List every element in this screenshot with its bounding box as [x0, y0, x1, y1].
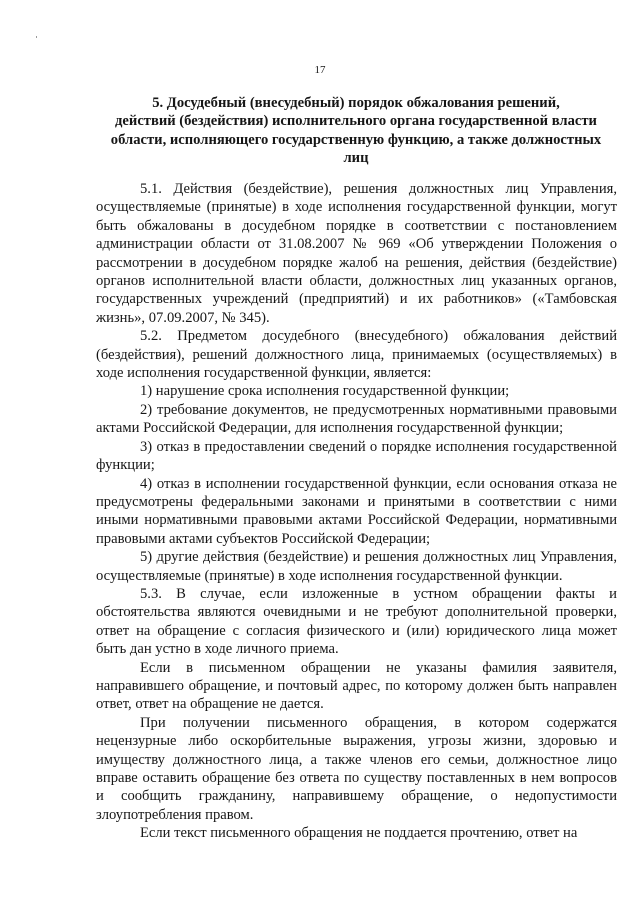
paragraph-5-2: 5.2. Предметом досудебного (внесудебного) обжалования действий (бездействия), решений должностного лица, принимаемых (осуществляемых) в ходе исполнения государственной функции, является: — [96, 328, 617, 382]
list-item-4: 4) отказ в исполнении государственной функции, если основания отказа не предусмотрены федеральными законами и принятыми в соответствии с ними иными нормативными правовыми актами Российской Федерации, нормативными правовыми актами субъектов Российской Федерации; — [96, 475, 617, 547]
section-heading-line: области, исполняющего государственную функцию, а также должностных — [110, 131, 602, 148]
section-heading-line: лиц — [343, 149, 369, 166]
paragraph-5-1: 5.1. Действия (бездействие), решения должностных лиц Управления, осуществляемые (принятые) в ходе исполнения государственной функции, могут быть обжалованы в досудебном порядке в соответствии с постановлением администрации области от 31.08.2007 № 969 «Об утверждении Положения о рассмотрении в досудебном порядке жалоб на решения, действия (бездействие) органов исполнительной власти области, должностных лиц указанных органов, государственных учреждений (предприятий) и их работников» («Тамбовская жизнь», 07.09.2007, № 345). — [96, 181, 617, 326]
paragraph-offensive-content: При получении письменного обращения, в котором содержатся нецензурные либо оскорбительные выражения, угрозы жизни, здоровью и имуществу должностного лица, а также членов его семьи, должностное лицо вправе оставить обращение без ответа по существу поставленных в нем вопросов и сообщить гражданину, направившему обращение, о недопустимости злоупотребления правом. — [96, 714, 617, 823]
paragraph-unreadable-text: Если текст письменного обращения не поддается прочтению, ответ на — [140, 825, 578, 842]
list-item-5: 5) другие действия (бездействие) и решения должностных лиц Управления, осуществляемые (принятые) в ходе исполнения государственной функции. — [96, 549, 617, 584]
list-item-3: 3) отказ в предоставлении сведений о порядке исполнения государственной функции; — [96, 438, 617, 474]
section-heading — [96, 94, 616, 167]
paragraph-5-3: 5.3. В случае, если изложенные в устном обращении факты и обстоятельства являются очевидными и не требуют дополнительной проверки, ответ на обращение с согласия физического и (или) юридического лица может быть дан устно в ходе личного приема. — [96, 585, 617, 658]
list-item-1: 1) нарушение срока исполнения государственной функции; — [140, 383, 510, 400]
document-body — [96, 180, 617, 843]
paragraph-no-address: Если в письменном обращении не указаны фамилия заявителя, направившего обращение, и почтовый адрес, по которому должен быть направлен ответ, ответ на обращение не дается. — [96, 659, 617, 713]
section-heading-line: действий (бездействия) исполнительного органа государственной власти — [115, 113, 597, 130]
section-heading-line: 5. Досудебный (внесудебный) порядок обжалования решений, — [152, 95, 560, 111]
list-item-2: 2) требование документов, не предусмотренных нормативными правовыми актами Российской Федерации, для исполнения государственной функции; — [96, 401, 617, 437]
scan-mark — [36, 36, 37, 38]
page-number: 17 — [314, 64, 326, 76]
